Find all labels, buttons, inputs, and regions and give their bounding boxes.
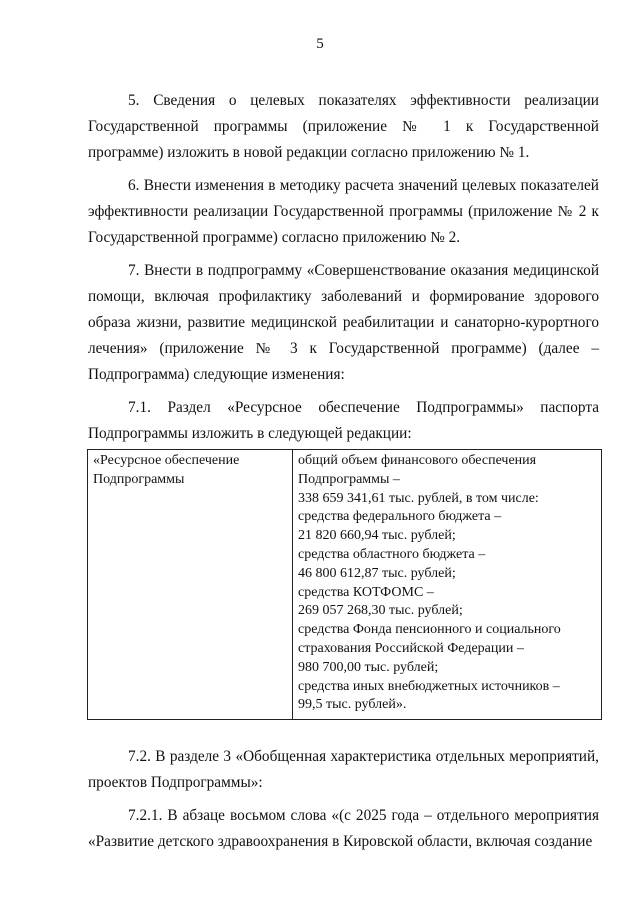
table-value-line: средства Фонда пенсионного и социального: [298, 622, 561, 638]
table-value-line: средства областного бюджета –: [298, 546, 486, 562]
paragraph-6: 6. Внести изменения в методику расчета значений целевых показателей эффективности реализации Государственной программы (приложение № 2 к Государственной программе) согласно приложению № 2.: [88, 177, 599, 246]
table-row: [88, 450, 602, 720]
paragraph-7-1: 7.1. Раздел «Ресурсное обеспечение Подпрограммы» паспорта Подпрограммы изложить в следующей редакции:: [88, 399, 599, 442]
table-value-line: страхования Российской Федерации –: [298, 640, 524, 656]
paragraph-7-2: 7.2. В разделе 3 «Обобщенная характеристика отдельных мероприятий, проектов Подпрограммы»:: [88, 748, 599, 792]
table-label-cell: [88, 450, 293, 720]
table-value-line: 99,5 тыс. рублей».: [298, 697, 407, 713]
page-number: 5: [316, 36, 324, 52]
table-label-line: «Ресурсное обеспечение: [93, 453, 240, 468]
table-value-line: средства федерального бюджета –: [298, 509, 502, 525]
table-value-line: 46 800 612,87 тыс. рублей;: [298, 565, 456, 581]
paragraph-7-2-1: 7.2.1. В абзаце восьмом слова «(с 2025 года – отдельного мероприятия «Развитие детского здравоохранения в Кировской области, включая создание: [88, 807, 599, 851]
document-body: [88, 88, 599, 862]
paragraph-7: 7. Внести в подпрограмму «Совершенствование оказания медицинской помощи, включая профилактику заболеваний и формирование здорового образа жизни, развитие медицинской реабилитации и санаторно-курортного лечения» (приложение № 3 к Государственной программе) (далее – Подпрограмма) следующие изменения:: [88, 262, 599, 383]
resource-provision-table: [87, 449, 602, 720]
paragraph-5: 5. Сведения о целевых показателях эффективности реализации Государственной программы (приложение № 1 к Государственной программе) изложить в новой редакции согласно приложению № 1.: [88, 92, 599, 161]
table-value-line: 21 820 660,94 тыс. рублей;: [298, 528, 456, 544]
table-label-line: Подпрограммы: [93, 471, 185, 487]
table-value-line: Подпрограммы –: [298, 471, 400, 487]
table-value-line: 980 700,00 тыс. рублей;: [298, 659, 439, 675]
table-value-line: 269 057 268,30 тыс. рублей;: [298, 603, 463, 619]
table-value-line: 338 659 341,61 тыс. рублей, в том числе:: [298, 490, 539, 506]
table-value-line: общий объем финансового обеспечения: [298, 453, 537, 468]
table-value-cell: [293, 450, 602, 720]
table-value-line: средства иных внебюджетных источников –: [298, 678, 560, 694]
table-value-line: средства КОТФОМС –: [298, 584, 434, 600]
